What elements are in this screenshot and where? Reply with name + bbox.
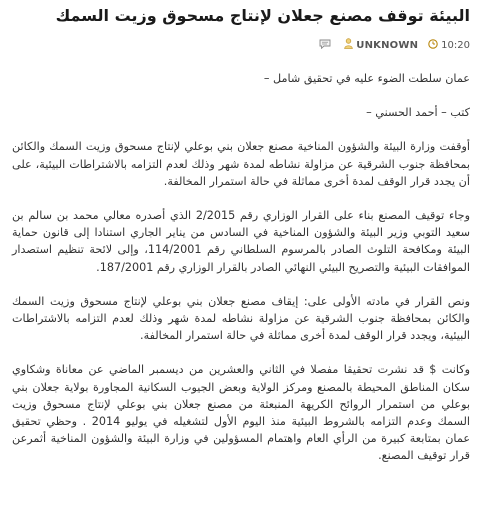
clock-icon	[428, 39, 438, 52]
article-paragraph: وكانت $ قد نشرت تحقيقا مفصلا في الثاني والعشرين من ديسمبر الماضي عن معاناة وشكاوي سكان المناطق المحيطة بالمصنع ومركز الولاية وبعض الجيوب السكانية المجاورة بولاية جعلان بني بوعلي من استمرار الروائح الكريهة المنبعثة من مصنع جعلان بني بوعلي لإنتاج مسحوق وزيت السمك وعدم التزامه بالشروط البيئية منذ اليوم الأول لتشغيله في يوليو 2014 . وحظي تحقيق عمان بمتابعة كبيرة من الرأي العام واهتمام المسؤولين في وزارة البيئة والشؤون المناخية أثمرعن قرار توقيف المصنع.	[12, 363, 470, 463]
article-paragraph: وجاء توقيف المصنع بناء على القرار الوزاري رقم 2/2015 الذي أصدره معالي محمد بن سالم بن سعيد التوبي وزير البيئة والشؤون المناخية في السادس من يناير الجاري استنادا إلى قانون حماية البيئة ومكافحة التلوث الصادر بالمرسوم السلطاني رقم 114/2001، وإلى لائحة تنظيم استصدار الموافقات البيئية والتصريح البيئي النهائي الصادر بالقرار الوزاري رقم 187/2001.	[12, 209, 470, 274]
meta-author[interactable]	[344, 38, 418, 52]
meta-comments[interactable]	[319, 39, 334, 52]
article-byline: كتب – أحمد الحسني –	[366, 106, 470, 120]
article-paragraph: ونص القرار في مادته الأولى على: إيقاف مصنع جعلان بني بوعلي لإنتاج مسحوق وزيت السمك والكائن بمحافظة جنوب الشرقية عن مزاولة نشاطه لمدة شهر وذلك لعدم التزامه بالاشتراطات البيئية، ويجدد قرار الوقف لمدة أخرى مماثلة في حالة استمرار المخالفة.	[12, 294, 470, 343]
meta-time	[428, 39, 470, 52]
meta-author-name: UNKNOWN	[356, 39, 419, 51]
user-icon	[344, 38, 353, 52]
comment-icon	[319, 39, 331, 52]
article-title[interactable]: البيئة توقف مصنع جعلان لإنتاج مسحوق وزيت السمك	[55, 6, 470, 25]
article-paragraph: عمان سلطت الضوء عليه في تحقيق شامل –	[263, 72, 470, 85]
meta-time-text: 10:20	[441, 39, 470, 51]
article-paragraph: أوقفت وزارة البيئة والشؤون المناخية مصنع جعلان بني بوعلي لإنتاج مسحوق وزيت السمك والكائن بمحافظة جنوب الشرقية عن مزاولة نشاطه لمدة شهر وذلك لعدم التزامه بالاشتراطات البيئية، على أن يجدد قرار الوقف لمدة أخرى مماثلة في حالة استمرار المخالفة.	[12, 140, 470, 188]
article-meta	[12, 38, 470, 52]
